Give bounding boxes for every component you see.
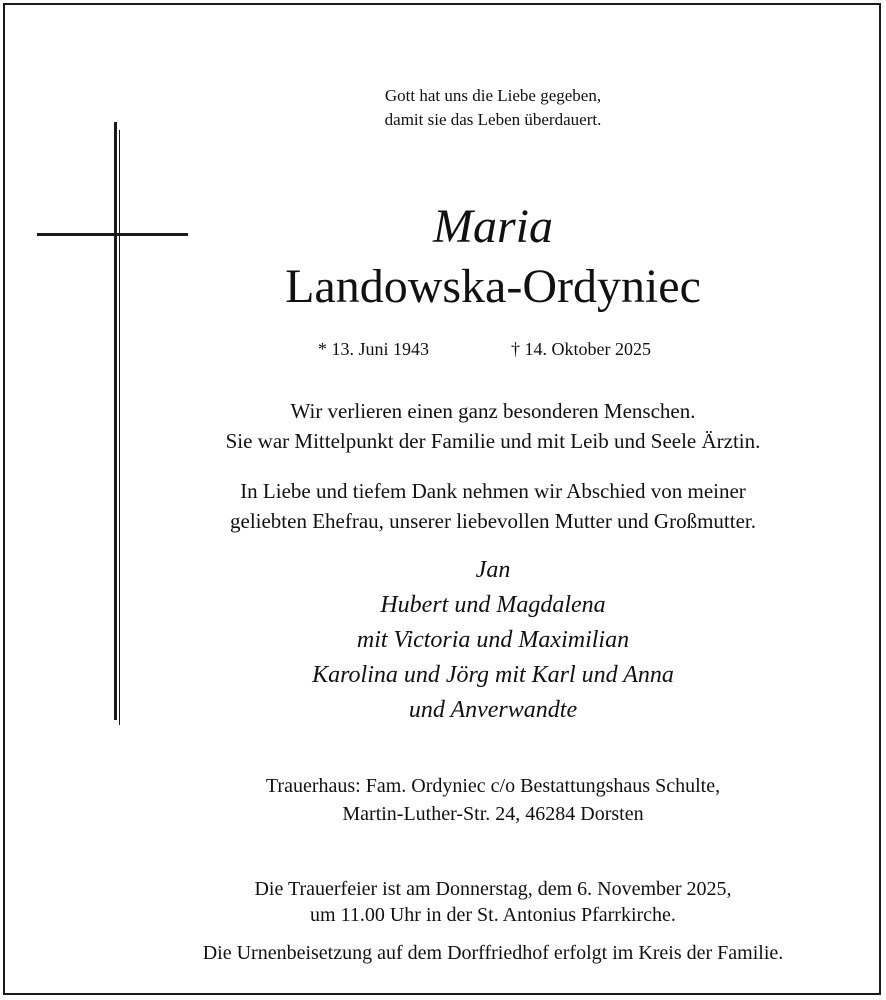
motto-line: Gott hat uns die Liebe gegeben,: [384, 86, 602, 105]
ceremony-line: Die Trauerfeier ist am Donnerstag, dem 6. November 2025,: [254, 878, 732, 900]
ceremony-line: um 11.00 Uhr in der St. Antonius Pfarrkirche.: [310, 904, 676, 926]
mourner-line: und Anverwandte: [408, 697, 578, 723]
mourners-list: [50, 553, 886, 728]
ceremony-info: [50, 876, 886, 928]
birth-date: * 13. Juni 1943: [318, 339, 430, 359]
mourner-line: Hubert und Magdalena: [380, 592, 606, 618]
deceased-last-name: Landowska-Ordyniec: [285, 260, 701, 313]
tribute-line: Sie war Mittelpunkt der Familie und mit Leib und Seele Ärztin.: [225, 429, 761, 453]
urn-burial-info: Die Urnenbeisetzung auf dem Dorffriedhof erfolgt im Kreis der Familie.: [202, 942, 784, 964]
mourner-line: Jan: [475, 557, 511, 583]
mourning-house-address: [50, 772, 886, 828]
death-date: † 14. Oktober 2025: [511, 339, 651, 359]
mourner-line: Karolina und Jörg mit Karl und Anna: [312, 662, 674, 688]
address-line: Martin-Luther-Str. 24, 46284 Dorsten: [342, 803, 644, 825]
farewell-line: In Liebe und tiefem Dank nehmen wir Abschied von meiner: [240, 479, 746, 503]
address-line: Trauerhaus: Fam. Ordyniec c/o Bestattungshaus Schulte,: [265, 775, 721, 797]
motto-line: damit sie das Leben überdauert.: [384, 110, 602, 129]
farewell-text: [50, 476, 886, 536]
tribute-line: Wir verlieren einen ganz besonderen Menschen.: [290, 399, 696, 423]
motto: [50, 84, 886, 132]
tribute-text: [50, 396, 886, 456]
deceased-first-name: Maria: [433, 200, 553, 253]
mourner-line: mit Victoria und Maximilian: [356, 627, 630, 653]
farewell-line: geliebten Ehefrau, unserer liebevollen Mutter und Großmutter.: [230, 509, 756, 533]
